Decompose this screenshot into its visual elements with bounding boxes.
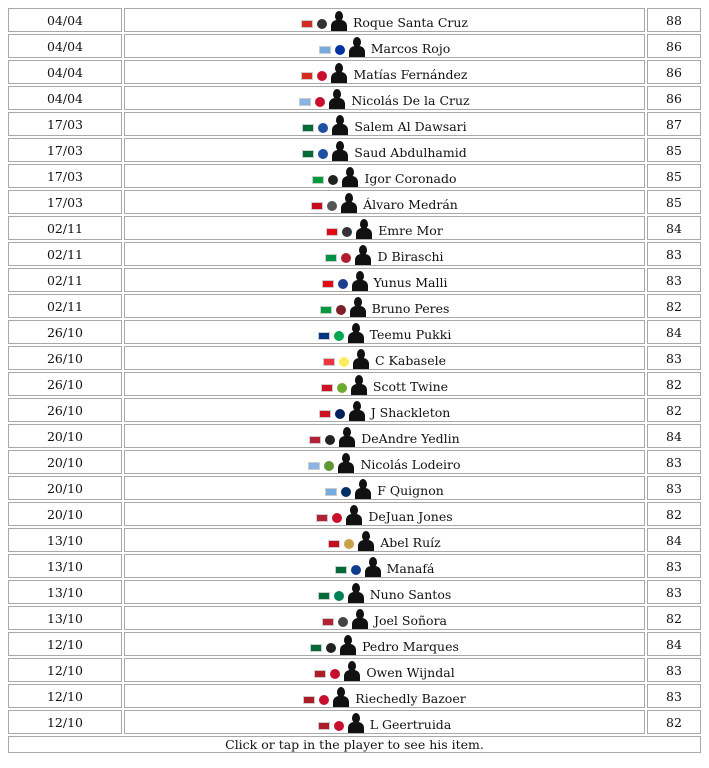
- player-cell[interactable]: [124, 632, 645, 656]
- player-avatar-icon: [339, 427, 355, 447]
- table-row[interactable]: [8, 684, 701, 708]
- player-name[interactable]: Owen Wijndal: [366, 665, 455, 680]
- player-rating: 82: [647, 398, 701, 422]
- row-date: 17/03: [8, 112, 122, 136]
- row-date: 12/10: [8, 710, 122, 734]
- club-badge-icon: [317, 19, 327, 29]
- nation-flag-icon: [301, 72, 313, 80]
- row-date: 02/11: [8, 268, 122, 292]
- club-badge-icon: [317, 71, 327, 81]
- player-link[interactable]: [326, 217, 443, 239]
- player-link[interactable]: [319, 35, 450, 57]
- player-name[interactable]: F Quignon: [377, 483, 444, 498]
- player-avatar-icon: [341, 193, 357, 213]
- player-name[interactable]: Abel Ruíz: [380, 535, 441, 550]
- nation-flag-icon: [322, 280, 334, 288]
- player-link[interactable]: [309, 425, 459, 447]
- player-avatar-icon: [351, 375, 367, 395]
- player-avatar-icon: [329, 89, 345, 109]
- player-rating: 82: [647, 710, 701, 734]
- nation-flag-icon: [303, 696, 315, 704]
- club-badge-icon: [337, 383, 347, 393]
- player-cell[interactable]: [124, 606, 645, 630]
- player-name[interactable]: Scott Twine: [372, 379, 449, 394]
- player-rating: 84: [647, 528, 701, 552]
- row-date: 20/10: [8, 450, 122, 474]
- player-avatar-icon: [340, 635, 356, 655]
- table-row[interactable]: [8, 268, 701, 292]
- table-row[interactable]: [8, 372, 701, 396]
- table-row[interactable]: [8, 450, 701, 474]
- nation-flag-icon: [319, 410, 331, 418]
- player-cell[interactable]: [124, 60, 645, 84]
- player-rating: 83: [647, 268, 701, 292]
- club-badge-icon: [318, 149, 328, 159]
- nation-flag-icon: [308, 462, 320, 470]
- table-row[interactable]: [8, 294, 701, 318]
- player-rating: 84: [647, 320, 701, 344]
- row-date: 26/10: [8, 346, 122, 370]
- player-link[interactable]: [318, 321, 452, 343]
- nation-flag-icon: [316, 514, 328, 522]
- club-badge-icon: [328, 175, 338, 185]
- player-rating: 85: [647, 138, 701, 162]
- club-badge-icon: [318, 123, 328, 133]
- club-badge-icon: [336, 305, 346, 315]
- player-cell[interactable]: [124, 216, 645, 240]
- player-name[interactable]: Matías Fernández: [353, 67, 468, 82]
- player-avatar-icon: [352, 271, 368, 291]
- player-name[interactable]: Joel Soñora: [374, 613, 447, 628]
- club-badge-icon: [341, 487, 351, 497]
- row-date: 26/10: [8, 320, 122, 344]
- club-badge-icon: [338, 617, 348, 627]
- footer-note: Click or tap in the player to see his item.: [8, 736, 701, 753]
- player-link[interactable]: [325, 477, 444, 499]
- player-name[interactable]: Pedro Marques: [362, 639, 459, 654]
- club-badge-icon: [339, 357, 349, 367]
- nation-flag-icon: [299, 98, 311, 106]
- table-row[interactable]: [8, 710, 701, 734]
- player-cell[interactable]: [124, 242, 645, 266]
- player-cell[interactable]: [124, 580, 645, 604]
- player-cell[interactable]: [124, 398, 645, 422]
- nation-flag-icon: [323, 358, 335, 366]
- row-date: 17/03: [8, 138, 122, 162]
- nation-flag-icon: [320, 306, 332, 314]
- club-badge-icon: [334, 721, 344, 731]
- club-badge-icon: [325, 435, 335, 445]
- player-rating: 83: [647, 554, 701, 578]
- player-cell[interactable]: [124, 554, 645, 578]
- player-link[interactable]: [302, 113, 466, 135]
- row-date: 26/10: [8, 372, 122, 396]
- footer-row: [8, 736, 701, 753]
- player-link[interactable]: [301, 61, 467, 83]
- row-date: 02/11: [8, 216, 122, 240]
- nation-flag-icon: [318, 722, 330, 730]
- player-cell[interactable]: [124, 450, 645, 474]
- nation-flag-icon: [301, 20, 313, 28]
- club-badge-icon: [335, 409, 345, 419]
- nation-flag-icon: [310, 644, 322, 652]
- player-avatar-icon: [365, 557, 381, 577]
- player-cell[interactable]: [124, 8, 645, 32]
- player-name[interactable]: DeJuan Jones: [368, 509, 453, 524]
- nation-flag-icon: [311, 202, 323, 210]
- row-date: 12/10: [8, 658, 122, 682]
- player-avatar-icon: [353, 349, 369, 369]
- player-cell[interactable]: [124, 710, 645, 734]
- row-date: 13/10: [8, 606, 122, 630]
- player-name[interactable]: Nuno Santos: [369, 587, 452, 602]
- player-link[interactable]: [328, 529, 440, 551]
- player-cell[interactable]: [124, 86, 645, 110]
- player-cell[interactable]: [124, 294, 645, 318]
- club-badge-icon: [341, 253, 351, 263]
- club-badge-icon: [335, 45, 345, 55]
- row-date: 26/10: [8, 398, 122, 422]
- row-date: 02/11: [8, 294, 122, 318]
- players-table-container: [6, 6, 703, 755]
- player-cell[interactable]: [124, 684, 645, 708]
- row-date: 12/10: [8, 684, 122, 708]
- table-row[interactable]: [8, 632, 701, 656]
- player-avatar-icon: [332, 141, 348, 161]
- player-cell[interactable]: [124, 164, 645, 188]
- player-avatar-icon: [358, 531, 374, 551]
- player-avatar-icon: [332, 115, 348, 135]
- nation-flag-icon: [318, 332, 330, 340]
- player-avatar-icon: [356, 219, 372, 239]
- player-rating: 82: [647, 502, 701, 526]
- player-link[interactable]: [316, 503, 452, 525]
- table-row[interactable]: [8, 60, 701, 84]
- player-cell[interactable]: [124, 372, 645, 396]
- player-name[interactable]: Roque Santa Cruz: [352, 15, 469, 30]
- player-rating: 88: [647, 8, 701, 32]
- players-table-body: [8, 8, 701, 734]
- player-link[interactable]: [335, 555, 435, 577]
- row-date: 13/10: [8, 580, 122, 604]
- table-row[interactable]: [8, 190, 701, 214]
- club-badge-icon: [326, 643, 336, 653]
- row-date: 04/04: [8, 34, 122, 58]
- player-cell[interactable]: [124, 190, 645, 214]
- player-link[interactable]: [325, 243, 443, 265]
- player-name[interactable]: Emre Mor: [378, 223, 443, 238]
- table-row[interactable]: [8, 502, 701, 526]
- nation-flag-icon: [325, 488, 337, 496]
- player-name[interactable]: Nicolás De la Cruz: [351, 93, 470, 108]
- player-rating: 82: [647, 606, 701, 630]
- player-name[interactable]: Salem Al Dawsari: [354, 119, 467, 134]
- player-link[interactable]: [320, 295, 450, 317]
- player-cell[interactable]: [124, 34, 645, 58]
- nation-flag-icon: [314, 670, 326, 678]
- nation-flag-icon: [302, 124, 314, 132]
- player-link[interactable]: [323, 347, 446, 369]
- player-rating: 84: [647, 632, 701, 656]
- row-date: 17/03: [8, 190, 122, 214]
- club-badge-icon: [351, 565, 361, 575]
- row-date: 13/10: [8, 554, 122, 578]
- player-avatar-icon: [342, 167, 358, 187]
- player-name[interactable]: DeAndre Yedlin: [361, 431, 460, 446]
- player-link[interactable]: [303, 685, 465, 707]
- player-link[interactable]: [299, 87, 469, 109]
- row-date: 17/03: [8, 164, 122, 188]
- club-badge-icon: [324, 461, 334, 471]
- player-rating: 83: [647, 242, 701, 266]
- table-row[interactable]: [8, 34, 701, 58]
- player-cell[interactable]: [124, 502, 645, 526]
- player-rating: 82: [647, 372, 701, 396]
- nation-flag-icon: [322, 618, 334, 626]
- player-link[interactable]: [318, 581, 452, 603]
- player-avatar-icon: [346, 505, 362, 525]
- table-row[interactable]: [8, 346, 701, 370]
- row-date: 02/11: [8, 242, 122, 266]
- player-name[interactable]: Marcos Rojo: [370, 41, 451, 56]
- player-name[interactable]: Saud Abdulhamid: [354, 145, 467, 160]
- table-row[interactable]: [8, 658, 701, 682]
- row-date: 13/10: [8, 528, 122, 552]
- table-row[interactable]: [8, 554, 701, 578]
- player-name[interactable]: Manafá: [386, 561, 435, 576]
- player-link[interactable]: [308, 451, 460, 473]
- row-date: 04/04: [8, 8, 122, 32]
- club-badge-icon: [334, 331, 344, 341]
- player-name[interactable]: L Geertruida: [369, 717, 452, 732]
- player-avatar-icon: [344, 661, 360, 681]
- club-badge-icon: [338, 279, 348, 289]
- table-row[interactable]: [8, 580, 701, 604]
- nation-flag-icon: [318, 592, 330, 600]
- table-row[interactable]: [8, 112, 701, 136]
- table-row[interactable]: [8, 216, 701, 240]
- player-rating: 84: [647, 424, 701, 448]
- player-avatar-icon: [349, 401, 365, 421]
- player-avatar-icon: [338, 453, 354, 473]
- player-cell[interactable]: [124, 346, 645, 370]
- player-avatar-icon: [348, 583, 364, 603]
- player-link[interactable]: [321, 373, 448, 395]
- player-link[interactable]: [314, 659, 454, 681]
- player-avatar-icon: [355, 245, 371, 265]
- table-row[interactable]: [8, 8, 701, 32]
- player-link[interactable]: [301, 9, 468, 31]
- player-link[interactable]: [322, 607, 447, 629]
- row-date: 04/04: [8, 60, 122, 84]
- player-name[interactable]: Álvaro Medrán: [363, 197, 458, 212]
- nation-flag-icon: [312, 176, 324, 184]
- player-rating: 86: [647, 60, 701, 84]
- table-row[interactable]: [8, 86, 701, 110]
- player-rating: 83: [647, 684, 701, 708]
- nation-flag-icon: [328, 540, 340, 548]
- player-avatar-icon: [331, 63, 347, 83]
- player-rating: 83: [647, 580, 701, 604]
- player-avatar-icon: [355, 479, 371, 499]
- nation-flag-icon: [319, 46, 331, 54]
- table-row[interactable]: [8, 606, 701, 630]
- nation-flag-icon: [325, 254, 337, 262]
- player-cell[interactable]: [124, 424, 645, 448]
- player-link[interactable]: [310, 633, 459, 655]
- player-avatar-icon: [350, 297, 366, 317]
- players-table: [6, 6, 703, 755]
- player-rating: 83: [647, 658, 701, 682]
- table-row[interactable]: [8, 398, 701, 422]
- row-date: 20/10: [8, 476, 122, 500]
- player-avatar-icon: [348, 713, 364, 733]
- player-rating: 87: [647, 112, 701, 136]
- player-link[interactable]: [318, 711, 452, 733]
- player-rating: 85: [647, 164, 701, 188]
- nation-flag-icon: [309, 436, 321, 444]
- player-rating: 86: [647, 86, 701, 110]
- club-badge-icon: [334, 591, 344, 601]
- club-badge-icon: [315, 97, 325, 107]
- player-cell[interactable]: [124, 320, 645, 344]
- table-row[interactable]: [8, 164, 701, 188]
- table-row[interactable]: [8, 320, 701, 344]
- player-link[interactable]: [312, 165, 456, 187]
- player-name[interactable]: C Kabasele: [375, 353, 446, 368]
- player-name[interactable]: Bruno Peres: [371, 301, 450, 316]
- player-rating: 86: [647, 34, 701, 58]
- player-rating: 83: [647, 476, 701, 500]
- row-date: 12/10: [8, 632, 122, 656]
- player-name[interactable]: Igor Coronado: [364, 171, 457, 186]
- player-avatar-icon: [352, 609, 368, 629]
- row-date: 20/10: [8, 502, 122, 526]
- player-name[interactable]: Teemu Pukki: [369, 327, 452, 342]
- player-avatar-icon: [348, 323, 364, 343]
- club-badge-icon: [327, 201, 337, 211]
- player-cell[interactable]: [124, 138, 645, 162]
- table-row[interactable]: [8, 242, 701, 266]
- player-rating: 83: [647, 450, 701, 474]
- nation-flag-icon: [326, 228, 338, 236]
- player-avatar-icon: [333, 687, 349, 707]
- player-cell[interactable]: [124, 476, 645, 500]
- nation-flag-icon: [302, 150, 314, 158]
- club-badge-icon: [319, 695, 329, 705]
- player-avatar-icon: [349, 37, 365, 57]
- player-link[interactable]: [319, 399, 451, 421]
- nation-flag-icon: [335, 566, 347, 574]
- table-row[interactable]: [8, 528, 701, 552]
- player-rating: 84: [647, 216, 701, 240]
- player-link[interactable]: [322, 269, 448, 291]
- player-cell[interactable]: [124, 658, 645, 682]
- player-link[interactable]: [311, 191, 458, 213]
- table-row[interactable]: [8, 138, 701, 162]
- player-name[interactable]: Riechedly Bazoer: [355, 691, 466, 706]
- table-row[interactable]: [8, 476, 701, 500]
- club-badge-icon: [332, 513, 342, 523]
- club-badge-icon: [330, 669, 340, 679]
- player-name[interactable]: J Shackleton: [370, 405, 451, 420]
- club-badge-icon: [342, 227, 352, 237]
- club-badge-icon: [344, 539, 354, 549]
- player-rating: 83: [647, 346, 701, 370]
- player-name[interactable]: D Biraschi: [377, 249, 444, 264]
- player-name[interactable]: Yunus Malli: [373, 275, 448, 290]
- player-cell[interactable]: [124, 268, 645, 292]
- table-row[interactable]: [8, 424, 701, 448]
- player-cell[interactable]: [124, 112, 645, 136]
- row-date: 04/04: [8, 86, 122, 110]
- nation-flag-icon: [321, 384, 333, 392]
- player-cell[interactable]: [124, 528, 645, 552]
- row-date: 20/10: [8, 424, 122, 448]
- player-rating: 85: [647, 190, 701, 214]
- player-name[interactable]: Nicolás Lodeiro: [360, 457, 461, 472]
- player-link[interactable]: [302, 139, 466, 161]
- player-rating: 82: [647, 294, 701, 318]
- player-avatar-icon: [331, 11, 347, 31]
